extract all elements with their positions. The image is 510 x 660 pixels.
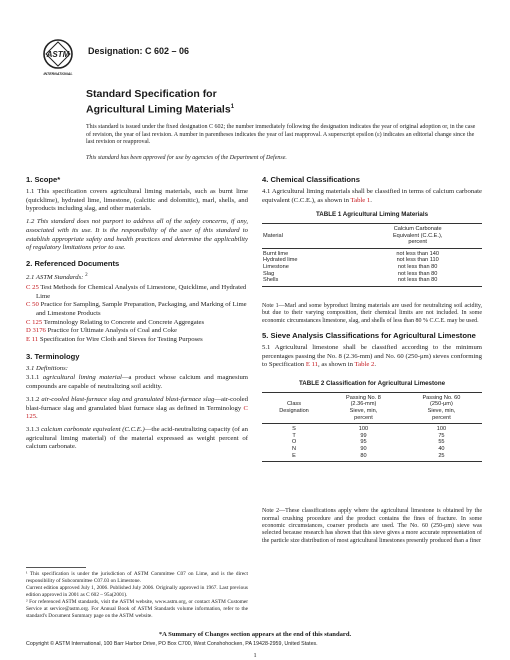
table-2: [262, 392, 482, 462]
scope-1-2: 1.2 This standard does not purport to address all of the safety concerns, if any, associated with its use. It is the responsibility of the user of this standard to establish appropriate safety and health practices and determine the applicability of regulatory limitations prior to use.: [26, 218, 248, 252]
definition-3-1-1: 3.1.1 agricultural liming material—a product whose calcium and magnesium compounds are capable of neutralizing soil acidity.: [26, 374, 249, 391]
reference-link[interactable]: D 3176: [26, 327, 46, 335]
footnote-divider: [26, 567, 86, 568]
table-2-header-no8: Passing No. 8 (2.36-mm) Sieve, min, percent: [326, 392, 401, 423]
page-number: 1: [253, 652, 257, 659]
document-title: [86, 88, 234, 117]
reference-link[interactable]: C 50: [26, 301, 39, 309]
table-1-caption: TABLE 1 Agricultural Liming Materials: [315, 211, 429, 219]
table-row: Slag not less than 80: [263, 270, 438, 277]
table-2-header-class: Class Designation: [262, 392, 326, 423]
table-row: S 100 100: [292, 426, 447, 433]
table-row: Shells not less than 80: [262, 277, 482, 286]
definition-3-1-3: 3.1.3 calcium carbonate equivalent (C.C.E.)—the acid-neutralizing capacity (of an agricultural liming material) of the material expressed as weight percent of calcium carbonate.: [26, 426, 248, 451]
footnote-1: ¹ This specification is under the jurisdiction of ASTM Committee C07 on Lime, and is the direct responsibility of Subcommittee C07.03 on Limestone.: [26, 571, 248, 584]
footnote-2: ² For referenced ASTM standards, visit the ASTM website, www.astm.org, or contact ASTM Customer Service at service@astm.org. For Annual Book of ASTM Standards volume information, refer to the standard's Document Summary page on the ASTM website.: [26, 599, 248, 619]
summary-of-changes-notice: *A Summary of Changes section appears at the end of this standard.: [158, 631, 352, 638]
defense-statement: This standard has been approved for use by agencies of the Department of Defense.: [86, 155, 287, 161]
reference-list: [26, 284, 248, 345]
logo-subtext: INTERNATIONAL: [43, 72, 73, 76]
reference-item: C 50 Practice for Sampling, Sample Preparation, Packaging, and Marking of Lime and Limestone Products: [26, 301, 247, 317]
table-row: E 80 25: [262, 453, 482, 462]
reference-link[interactable]: E 11: [26, 336, 39, 344]
sieve-heading: 5. Sieve Analysis Classifications for Agricultural Limestone: [262, 331, 476, 341]
astm-logo: [40, 38, 76, 78]
terminology-link[interactable]: C 125: [26, 404, 248, 421]
table-1-link[interactable]: Table 1: [350, 196, 371, 204]
designation: Designation: C 602 – 06: [88, 46, 190, 56]
table-2-link[interactable]: Table 2: [354, 361, 375, 369]
reference-item: C 25 Test Methods for Chemical Analysis of Limestone, Quicklime, and Hydrated Lime: [26, 283, 247, 300]
chemical-4-1: 4.1 Agricultural liming materials shall be classified in terms of calcium carbonate equivalent (C.C.E.), as shown in Table 1.: [262, 188, 482, 204]
table-row: O 95 55: [291, 439, 445, 446]
terminology-heading: 3. Terminology: [26, 351, 80, 361]
spec-e11-link[interactable]: E 11: [305, 361, 319, 369]
title-footnote-mark: 1: [230, 104, 235, 110]
table-row: Hydrated lime not less than 110: [263, 257, 439, 264]
reference-link[interactable]: C 125: [26, 318, 43, 326]
note-2: Note 2—These classifications apply where the agricultural limestone is obtained by the normal crushing procedure and the product contains the fines of fracture. In some economic circumstances, coarser products are used. The No. 60 (250-μm) sieve was selected because research has shown that this sieve gives a more accurate representation of the particle size distribution of most agricultural limestones presently produced than a finer: [262, 508, 482, 544]
title-line-2: Agricultural Liming Materials: [86, 103, 231, 116]
scope-1-1: 1.1 This specification covers agricultural liming materials, such as burnt lime (quicklime), hydrated lime, limestone, (calcitic and dolomitic), marl, shells, and byproducts including slag, and other materials.: [26, 188, 248, 213]
table-1-header-material: Material: [262, 224, 353, 249]
table-row: Limestone not less than 80: [263, 264, 438, 271]
chemical-heading: 4. Chemical Classifications: [262, 175, 360, 184]
copyright-line: Copyright © ASTM International, 100 Barr Harbor Drive, PO Box C700, West Conshohocken, PA 19428-2959, United States.: [26, 641, 318, 647]
table-2-header-no60: Passing No. 60 (250-μm) Sieve, min, percent: [401, 392, 482, 423]
right-column: [262, 175, 482, 549]
logo-text: ASTM: [46, 50, 70, 59]
footnotes: [26, 571, 248, 620]
reference-link[interactable]: C 25: [26, 283, 39, 291]
sieve-5-1: 5.1 Agricultural limestone shall be classified according to the minimum percentages passing the No. 8 (2.36-mm) and No. 60 (250-μm) sieves conforming to Specification E 11, as shown in Table 2.: [262, 344, 482, 369]
table-row: Burnt lime not less than 140: [263, 250, 439, 257]
table-1: [262, 223, 482, 287]
reference-item: C 125 Terminology Relating to Concrete and Concrete Aggregates: [26, 318, 205, 326]
astm-standards-label: 2.1 ASTM Standards: $^2$: [26, 272, 88, 282]
reference-item: E 11 Specification for Wire Cloth and Sieves for Testing Purposes: [26, 336, 203, 344]
table-1-header-cce: Calcium Carbonate Equivalent (C.C.E.), percent: [353, 224, 482, 249]
footnote-1-edition: Current edition approved July 1, 2006. Published July 2006. Originally approved in 1967. Last previous edition approved in 2001 as C 602 – 95a(2001).: [26, 585, 248, 598]
reference-item: D 3176 Practice for Ultimate Analysis of Coal and Coke: [26, 327, 178, 335]
table-2-caption: TABLE 2 Classification for Agricultural Limestone: [298, 380, 446, 388]
title-line-1: Standard Specification for: [86, 88, 217, 100]
issuance-statement: This standard is issued under the fixed designation C 602; the number immediately following the designation indicates the year of original adoption or, in the case of revision, the year of last revision. A number in parentheses indicates the year of last reapproval. A superscript epsilon (ε) indicates an editorial change since the last revision or reapproval.: [86, 124, 476, 146]
table-row: T 99 75: [292, 432, 445, 439]
table-row: N 90 40: [292, 446, 445, 453]
left-column: [26, 175, 248, 456]
references-heading: 2. Referenced Documents: [26, 258, 120, 268]
definitions-label: 3.1 Definitions:: [26, 364, 68, 372]
scope-heading: 1. Scope*: [26, 175, 61, 184]
definition-3-1-2: 3.1.2 air-cooled blast-furnace slag and granulated blast-furnace slag—air-cooled blast-furnace slag and granulated blast furnace slag as defined in Terminology C 125.: [26, 395, 248, 421]
note-1: Note 1—Marl and some byproduct liming materials are used for neutralizing soil acidity, but due to their varying composition, their chemical limits are not included. In some economic circumstances limestone, slag, and shells of less than 80 % C.C.E. may be used.: [262, 302, 482, 324]
